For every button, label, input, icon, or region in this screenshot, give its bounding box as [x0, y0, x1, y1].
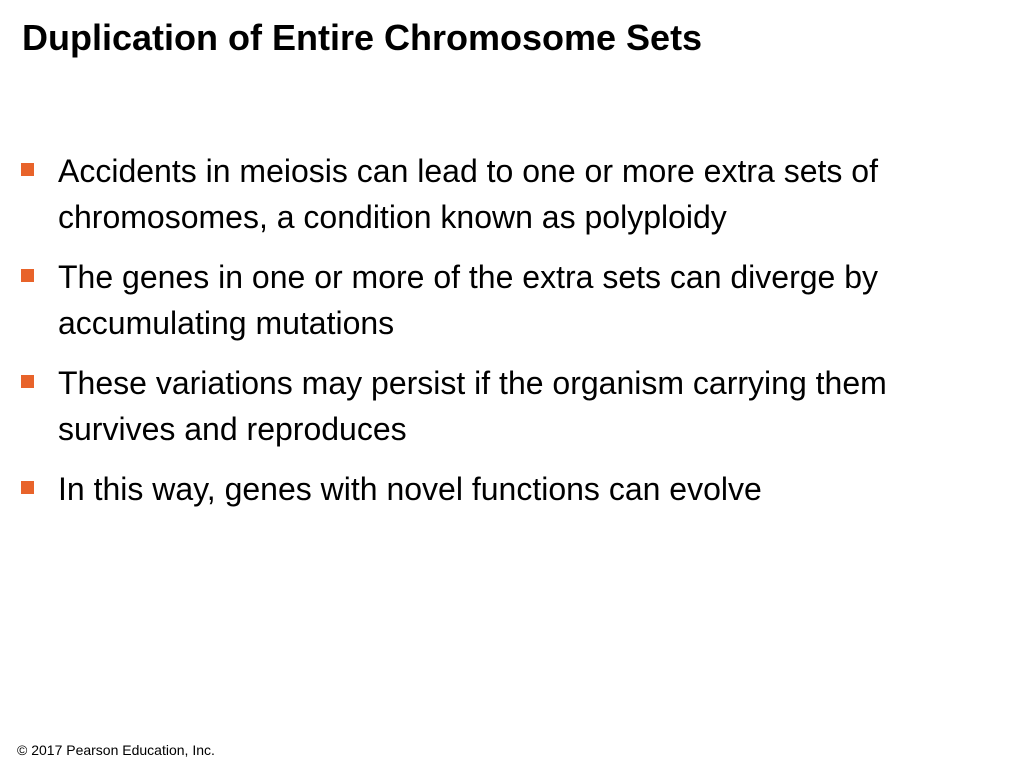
- bullet-item: [18, 360, 1008, 452]
- bullet-text: These variations may persist if the organism carrying them survives and reproduces: [58, 365, 887, 447]
- bullet-item: [18, 254, 1008, 346]
- bullet-list: [18, 148, 1008, 526]
- bullet-text: The genes in one or more of the extra sets can diverge by accumulating mutations: [58, 259, 879, 341]
- bullet-item: [18, 148, 1008, 240]
- bullet-item: [18, 466, 1008, 512]
- bullet-text: Accidents in meiosis can lead to one or more extra sets of chromosomes, a condition known as polyploidy: [58, 153, 878, 235]
- square-bullet-icon: [21, 481, 34, 494]
- slide-title: Duplication of Entire Chromosome Sets: [22, 17, 703, 58]
- copyright-footer: © 2017 Pearson Education, Inc.: [17, 742, 215, 758]
- square-bullet-icon: [21, 375, 34, 388]
- bullet-text: In this way, genes with novel functions can evolve: [58, 471, 762, 507]
- square-bullet-icon: [21, 269, 34, 282]
- square-bullet-icon: [21, 163, 34, 176]
